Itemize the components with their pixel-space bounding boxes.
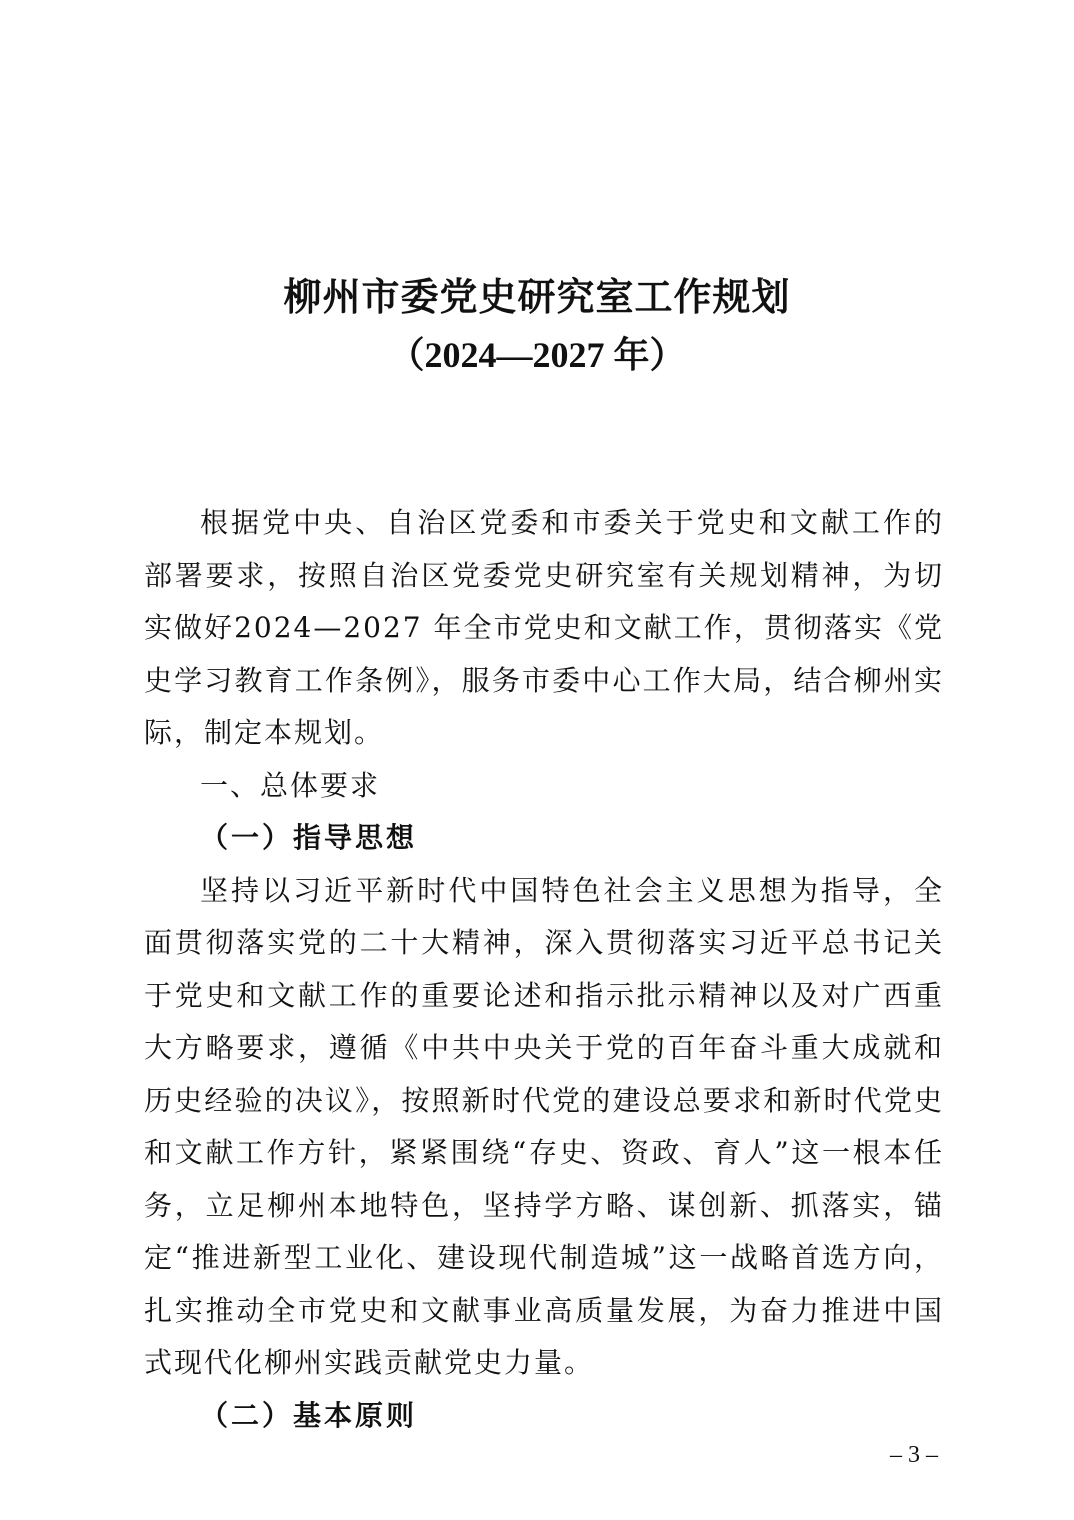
section-heading-overall-requirements: 一、总体要求 [200,768,381,802]
intro-paragraph: 根据党中央、自治区党委和市委关于党史和文献工作的部署要求，按照自治区党委党史研究室有关规划精神，为切实做好2024—2027 年全市党史和文献工作，贯彻落实《党史学习教育工作条例》，服务市委中心工作大局，结合柳州实际，制定本规划。 [144,506,944,749]
guiding-ideology-paragraph: 坚持以习近平新时代中国特色社会主义思想为指导，全面贯彻落实党的二十大精神，深入贯彻落实习近平总书记关于党史和文献工作的重要论述和指示批示精神以及对广西重大方略要求，遵循《中共中央关于党的百年奋斗重大成就和历史经验的决议》，按照新时代党的建设总要求和新时代党史和文献工作方针，紧紧围绕“存史、资政、育人”这一根本任务，立足柳州本地特色，坚持学方略、谋创新、抓落实，锚定“推进新型工业化、建设现代制造城”这一战略首选方向，扎实推动全市党史和文献事业高质量发展，为奋力推进中国式现代化柳州实践贡献党史力量。 [144,873,944,1379]
subsection-heading-guiding-ideology: （一）指导思想 [200,821,418,854]
page-number: – 3 – [890,1442,938,1468]
document-title: 柳州市委党史研究室工作规划 [283,275,791,319]
document-subtitle: （2024—2027 年） [388,335,686,375]
subsection-heading-basic-principles: （二）基本原则 [200,1398,418,1432]
title-block [0,268,1074,384]
document-body [144,497,944,1442]
